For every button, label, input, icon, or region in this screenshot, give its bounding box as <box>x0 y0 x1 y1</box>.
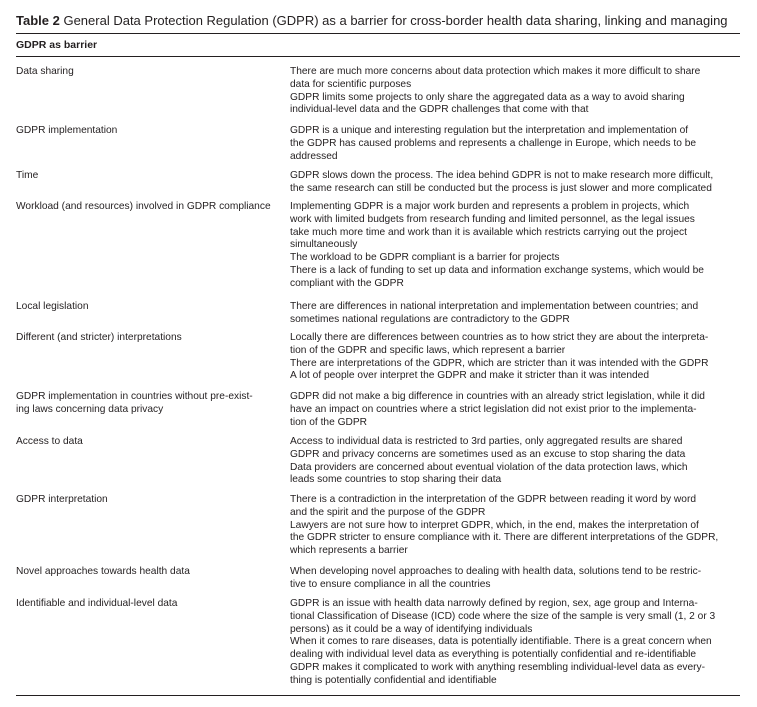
description-line: addressed <box>290 150 338 162</box>
term-line: Identifiable and individual-level data <box>16 598 178 609</box>
description-line: When developing novel approaches to dealing with health data, solutions tend to be restric- <box>290 566 702 577</box>
table-title: General Data Protection Regulation (GDPR) as a barrier for cross-border health data sharing, linking and managing <box>63 13 728 28</box>
description-line: persons) as it could be a way of identifying individuals <box>290 623 533 635</box>
description-line: GDPR makes it complicated to work with anything resembling individual-level data as every- <box>290 661 706 673</box>
description-line: have an impact on countries where a strict legislation did not exist prior to the implementa- <box>290 403 697 415</box>
description-line: GDPR did not make a big difference in countries with an already strict legislation, while it did <box>290 391 705 402</box>
description-line: sometimes national regulations are contradictory to the GDPR <box>290 313 570 325</box>
description-line: the same research can still be conducted but the process is just slower and more complicated <box>290 182 712 194</box>
description-line: the GDPR stricter to ensure compliance with it. There are different interpretations of the GDPR, <box>290 532 719 544</box>
description-line: individual-level data and the GDPR challenges that come with that <box>290 104 589 116</box>
row-description <box>290 494 742 558</box>
row-term <box>16 301 282 314</box>
term-line: Local legislation <box>16 301 89 312</box>
description-line: data for scientific purposes <box>290 78 412 90</box>
row-term <box>16 125 282 138</box>
description-line: There is a contradiction in the interpretation of the GDPR between reading it word by word <box>290 494 697 505</box>
description-line: leads some countries to stop sharing their data <box>290 474 502 486</box>
description-line: There are differences in national interpretation and implementation between countries; and <box>290 301 699 312</box>
description-line: tive to ensure compliance in all the countries <box>290 578 491 590</box>
term-line: Data sharing <box>16 66 74 77</box>
description-line: the GDPR has caused problems and represents a challenge in Europe, which needs to be <box>290 137 697 149</box>
description-line: tion of the GDPR and specific laws, which represent a barrier <box>290 344 566 356</box>
description-line: The workload to be GDPR compliant is a barrier for projects <box>290 252 560 264</box>
term-line: GDPR interpretation <box>16 494 108 505</box>
description-line: There are interpretations of the GDPR, which are stricter than it was intended with the GDPR <box>290 357 709 369</box>
column-header: GDPR as barrier <box>16 39 98 51</box>
row-description <box>290 598 742 688</box>
description-line: Implementing GDPR is a major work burden and represents a problem in projects, which <box>290 201 690 212</box>
description-line: tional Classification of Disease (ICD) code where the size of the sample is very small (1, 2 or 3 <box>290 610 716 622</box>
description-line: take much more time and work than it is available which restricts carrying out the project <box>290 226 687 238</box>
term-line: GDPR implementation in countries without pre-exist- <box>16 391 253 402</box>
row-term <box>16 494 282 507</box>
description-line: Locally there are differences between countries as to how strict they are about the interpreta- <box>290 332 709 343</box>
row-term <box>16 170 282 183</box>
description-line: Access to individual data is restricted to 3rd parties, only aggregated results are shared <box>290 436 683 447</box>
description-line: and the spirit and the purpose of the GDPR <box>290 506 486 518</box>
row-description <box>290 391 742 429</box>
description-line: work with limited budgets from research funding and limited personnel, as the legal issues <box>290 213 695 225</box>
term-line: GDPR implementation <box>16 125 118 136</box>
bottom-rule <box>16 695 740 696</box>
description-line: compliant with the GDPR <box>290 277 404 289</box>
row-term <box>16 332 282 345</box>
row-description <box>290 332 742 383</box>
row-description <box>290 201 742 291</box>
row-term <box>16 201 282 214</box>
description-line: Data providers are concerned about eventual violation of the data protection laws, which <box>290 461 688 473</box>
description-line: Lawyers are not sure how to interpret GDPR, which, in the end, makes the interpretation of <box>290 519 699 531</box>
description-line: thing is potentially confidential and identifiable <box>290 674 497 686</box>
description-line: GDPR slows down the process. The idea behind GDPR is not to make research more difficult, <box>290 170 714 181</box>
description-line: dealing with individual level data as everything is potentially confidential and re-identifiable <box>290 649 697 661</box>
term-line: ing laws concerning data privacy <box>16 403 164 415</box>
row-description <box>290 566 742 592</box>
row-term <box>16 66 282 79</box>
row-description <box>290 436 742 487</box>
row-term <box>16 598 282 611</box>
row-term <box>16 391 282 417</box>
row-term <box>16 436 282 449</box>
row-term <box>16 566 282 579</box>
term-line: Different (and stricter) interpretations <box>16 332 182 343</box>
table-label: Table 2 <box>16 13 60 28</box>
description-line: There are much more concerns about data protection which makes it more difficult to share <box>290 66 701 77</box>
row-description <box>290 301 742 327</box>
description-line: There is a lack of funding to set up data and information exchange systems, which would be <box>290 264 704 276</box>
description-line: A lot of people over interpret the GDPR and make it stricter than it was intended <box>290 370 650 382</box>
term-line: Time <box>16 170 39 181</box>
description-line: GDPR limits some projects to only share the aggregated data as a way to avoid sharing <box>290 91 685 103</box>
term-line: Novel approaches towards health data <box>16 566 190 577</box>
description-line: GDPR and privacy concerns are sometimes used as an excuse to stop sharing the data <box>290 448 686 460</box>
description-line: GDPR is an issue with health data narrowly defined by region, sex, age group and Interna- <box>290 598 698 609</box>
description-line: GDPR is a unique and interesting regulation but the interpretation and implementation of <box>290 125 689 136</box>
term-line: Workload (and resources) involved in GDPR compliance <box>16 201 271 212</box>
description-line: tion of the GDPR <box>290 416 368 428</box>
term-line: Access to data <box>16 436 83 447</box>
description-line: simultaneously <box>290 239 358 251</box>
row-description <box>290 125 742 163</box>
row-description <box>290 170 742 196</box>
row-description <box>290 66 742 117</box>
description-line: When it comes to rare diseases, data is potentially identifiable. There is a great concern when <box>290 636 712 648</box>
description-line: which represents a barrier <box>290 545 408 557</box>
